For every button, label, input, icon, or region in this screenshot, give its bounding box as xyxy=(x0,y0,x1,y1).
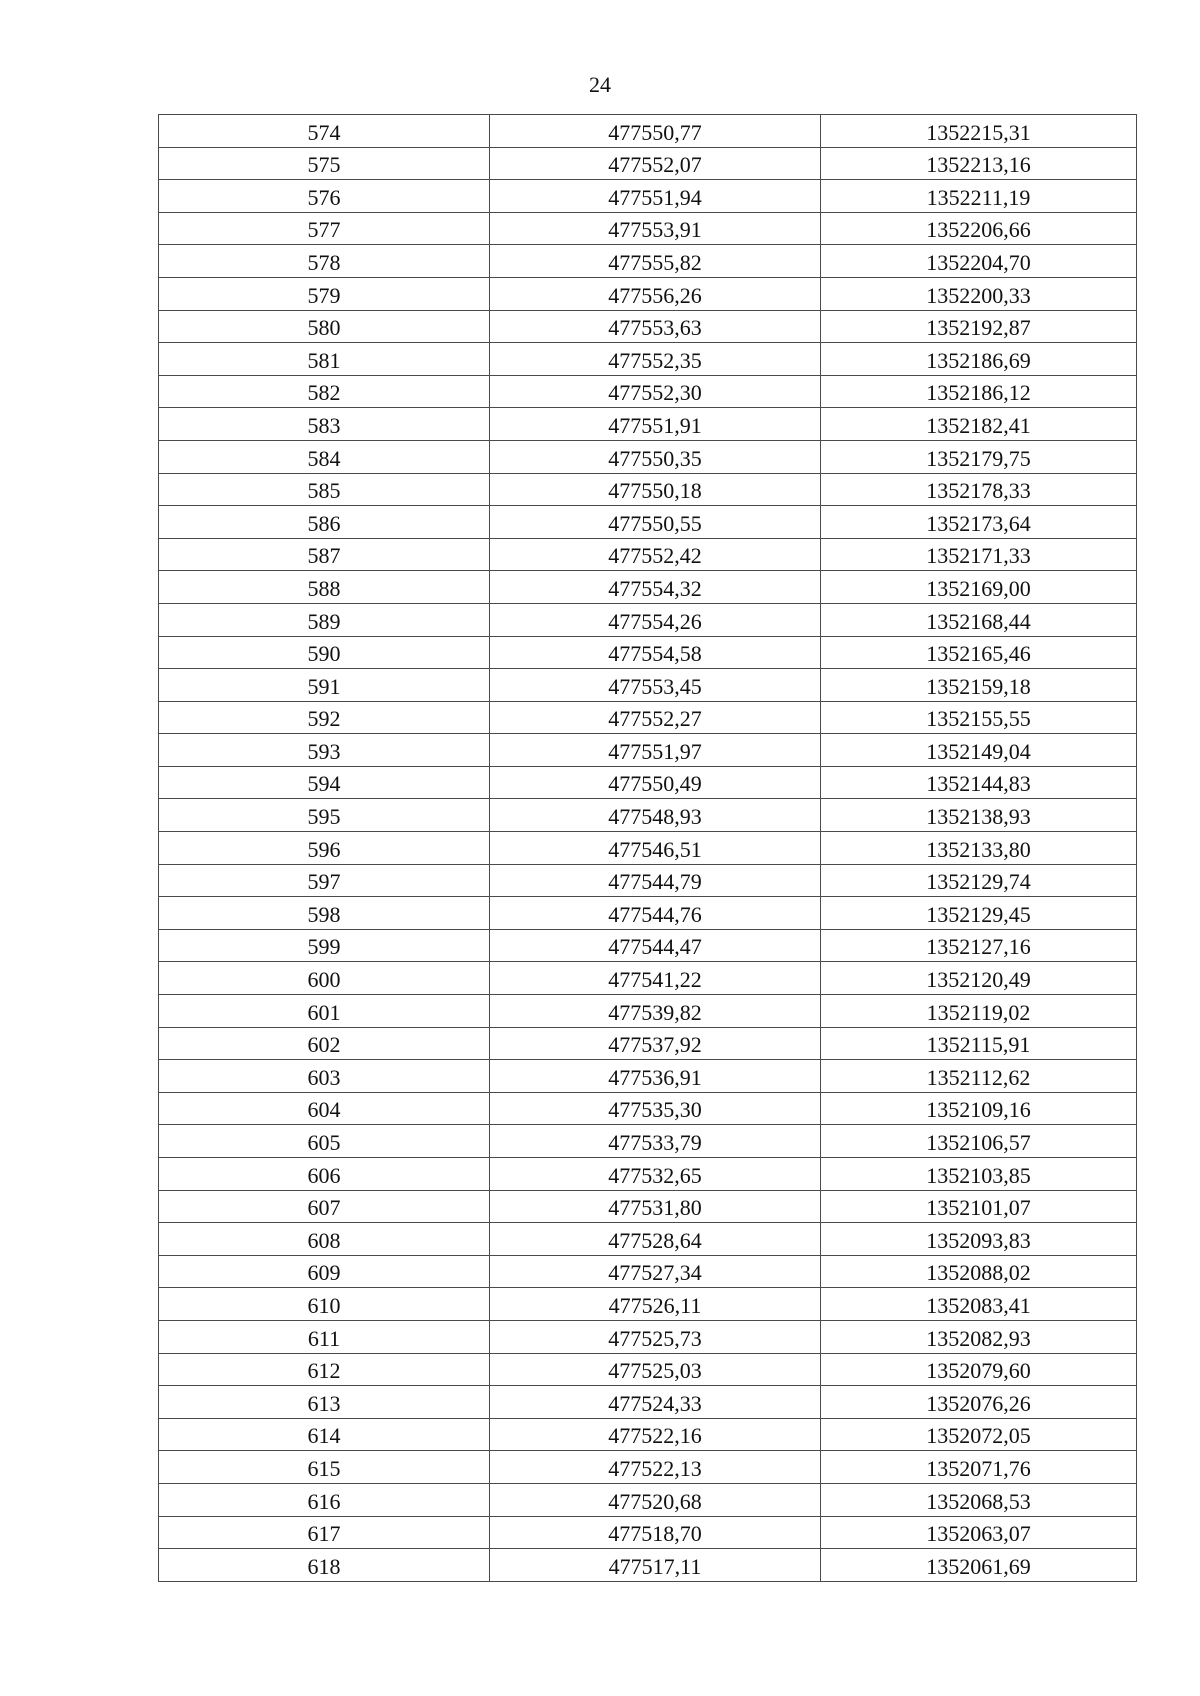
table-row xyxy=(159,669,1137,702)
point-number-cell: 587 xyxy=(159,538,490,571)
x-coordinate-cell: 477550,18 xyxy=(490,473,821,506)
x-coordinate-cell: 477551,91 xyxy=(490,408,821,441)
point-number-cell: 580 xyxy=(159,310,490,343)
y-coordinate-cell: 1352129,74 xyxy=(821,864,1137,897)
y-coordinate-cell: 1352178,33 xyxy=(821,473,1137,506)
x-coordinate-cell: 477526,11 xyxy=(490,1288,821,1321)
point-number-cell: 581 xyxy=(159,343,490,376)
y-coordinate-cell: 1352206,66 xyxy=(821,212,1137,245)
y-coordinate-cell: 1352088,02 xyxy=(821,1255,1137,1288)
point-number-cell: 618 xyxy=(159,1549,490,1582)
x-coordinate-cell: 477551,94 xyxy=(490,180,821,213)
point-number-cell: 591 xyxy=(159,669,490,702)
y-coordinate-cell: 1352112,62 xyxy=(821,1060,1137,1093)
point-number-cell: 617 xyxy=(159,1516,490,1549)
y-coordinate-cell: 1352182,41 xyxy=(821,408,1137,441)
table-row xyxy=(159,995,1137,1028)
y-coordinate-cell: 1352083,41 xyxy=(821,1288,1137,1321)
x-coordinate-cell: 477556,26 xyxy=(490,277,821,310)
table-row xyxy=(159,473,1137,506)
x-coordinate-cell: 477550,55 xyxy=(490,506,821,539)
y-coordinate-cell: 1352179,75 xyxy=(821,440,1137,473)
y-coordinate-cell: 1352173,64 xyxy=(821,506,1137,539)
x-coordinate-cell: 477522,13 xyxy=(490,1451,821,1484)
table-row xyxy=(159,1386,1137,1419)
point-number-cell: 607 xyxy=(159,1190,490,1223)
point-number-cell: 592 xyxy=(159,701,490,734)
table-row xyxy=(159,1353,1137,1386)
table-row xyxy=(159,277,1137,310)
point-number-cell: 601 xyxy=(159,995,490,1028)
point-number-cell: 585 xyxy=(159,473,490,506)
x-coordinate-cell: 477520,68 xyxy=(490,1483,821,1516)
table-row xyxy=(159,310,1137,343)
point-number-cell: 575 xyxy=(159,147,490,180)
x-coordinate-cell: 477533,79 xyxy=(490,1125,821,1158)
point-number-cell: 599 xyxy=(159,929,490,962)
x-coordinate-cell: 477535,30 xyxy=(490,1092,821,1125)
x-coordinate-cell: 477537,92 xyxy=(490,1027,821,1060)
y-coordinate-cell: 1352159,18 xyxy=(821,669,1137,702)
point-number-cell: 590 xyxy=(159,636,490,669)
y-coordinate-cell: 1352186,69 xyxy=(821,343,1137,376)
point-number-cell: 605 xyxy=(159,1125,490,1158)
y-coordinate-cell: 1352115,91 xyxy=(821,1027,1137,1060)
x-coordinate-cell: 477550,49 xyxy=(490,766,821,799)
table-row xyxy=(159,538,1137,571)
point-number-cell: 610 xyxy=(159,1288,490,1321)
table-row xyxy=(159,962,1137,995)
x-coordinate-cell: 477518,70 xyxy=(490,1516,821,1549)
x-coordinate-cell: 477544,47 xyxy=(490,929,821,962)
y-coordinate-cell: 1352204,70 xyxy=(821,245,1137,278)
x-coordinate-cell: 477517,11 xyxy=(490,1549,821,1582)
x-coordinate-cell: 477546,51 xyxy=(490,832,821,865)
table-row xyxy=(159,929,1137,962)
point-number-cell: 604 xyxy=(159,1092,490,1125)
table-row xyxy=(159,180,1137,213)
table-row xyxy=(159,1483,1137,1516)
y-coordinate-cell: 1352106,57 xyxy=(821,1125,1137,1158)
y-coordinate-cell: 1352127,16 xyxy=(821,929,1137,962)
x-coordinate-cell: 477552,07 xyxy=(490,147,821,180)
x-coordinate-cell: 477553,91 xyxy=(490,212,821,245)
y-coordinate-cell: 1352192,87 xyxy=(821,310,1137,343)
y-coordinate-cell: 1352076,26 xyxy=(821,1386,1137,1419)
point-number-cell: 613 xyxy=(159,1386,490,1419)
table-row xyxy=(159,506,1137,539)
y-coordinate-cell: 1352109,16 xyxy=(821,1092,1137,1125)
point-number-cell: 589 xyxy=(159,603,490,636)
table-row xyxy=(159,1288,1137,1321)
table-row xyxy=(159,1060,1137,1093)
x-coordinate-cell: 477548,93 xyxy=(490,799,821,832)
x-coordinate-cell: 477550,77 xyxy=(490,115,821,148)
table-row xyxy=(159,1255,1137,1288)
point-number-cell: 603 xyxy=(159,1060,490,1093)
y-coordinate-cell: 1352120,49 xyxy=(821,962,1137,995)
x-coordinate-cell: 477536,91 xyxy=(490,1060,821,1093)
y-coordinate-cell: 1352133,80 xyxy=(821,832,1137,865)
point-number-cell: 606 xyxy=(159,1158,490,1191)
table-row xyxy=(159,1190,1137,1223)
point-number-cell: 577 xyxy=(159,212,490,245)
table-row xyxy=(159,147,1137,180)
x-coordinate-cell: 477552,30 xyxy=(490,375,821,408)
y-coordinate-cell: 1352165,46 xyxy=(821,636,1137,669)
table-row xyxy=(159,864,1137,897)
point-number-cell: 582 xyxy=(159,375,490,408)
y-coordinate-cell: 1352072,05 xyxy=(821,1418,1137,1451)
y-coordinate-cell: 1352168,44 xyxy=(821,603,1137,636)
table-row xyxy=(159,212,1137,245)
y-coordinate-cell: 1352093,83 xyxy=(821,1223,1137,1256)
x-coordinate-cell: 477532,65 xyxy=(490,1158,821,1191)
y-coordinate-cell: 1352079,60 xyxy=(821,1353,1137,1386)
table-row xyxy=(159,1320,1137,1353)
point-number-cell: 614 xyxy=(159,1418,490,1451)
x-coordinate-cell: 477525,03 xyxy=(490,1353,821,1386)
x-coordinate-cell: 477554,32 xyxy=(490,571,821,604)
table-row xyxy=(159,766,1137,799)
y-coordinate-cell: 1352155,55 xyxy=(821,701,1137,734)
y-coordinate-cell: 1352068,53 xyxy=(821,1483,1137,1516)
y-coordinate-cell: 1352061,69 xyxy=(821,1549,1137,1582)
point-number-cell: 583 xyxy=(159,408,490,441)
table-row xyxy=(159,440,1137,473)
coordinates-table xyxy=(158,114,1137,1582)
x-coordinate-cell: 477553,45 xyxy=(490,669,821,702)
x-coordinate-cell: 477527,34 xyxy=(490,1255,821,1288)
x-coordinate-cell: 477554,58 xyxy=(490,636,821,669)
x-coordinate-cell: 477531,80 xyxy=(490,1190,821,1223)
table-row xyxy=(159,897,1137,930)
point-number-cell: 588 xyxy=(159,571,490,604)
point-number-cell: 584 xyxy=(159,440,490,473)
point-number-cell: 597 xyxy=(159,864,490,897)
table-row xyxy=(159,1092,1137,1125)
x-coordinate-cell: 477553,63 xyxy=(490,310,821,343)
point-number-cell: 593 xyxy=(159,734,490,767)
y-coordinate-cell: 1352211,19 xyxy=(821,180,1137,213)
table-row xyxy=(159,375,1137,408)
x-coordinate-cell: 477552,27 xyxy=(490,701,821,734)
point-number-cell: 578 xyxy=(159,245,490,278)
x-coordinate-cell: 477525,73 xyxy=(490,1320,821,1353)
point-number-cell: 574 xyxy=(159,115,490,148)
table-row xyxy=(159,1158,1137,1191)
table-row xyxy=(159,799,1137,832)
y-coordinate-cell: 1352119,02 xyxy=(821,995,1137,1028)
x-coordinate-cell: 477539,82 xyxy=(490,995,821,1028)
x-coordinate-cell: 477544,79 xyxy=(490,864,821,897)
coordinates-table-body xyxy=(159,115,1137,1582)
point-number-cell: 579 xyxy=(159,277,490,310)
y-coordinate-cell: 1352200,33 xyxy=(821,277,1137,310)
x-coordinate-cell: 477541,22 xyxy=(490,962,821,995)
y-coordinate-cell: 1352071,76 xyxy=(821,1451,1137,1484)
y-coordinate-cell: 1352149,04 xyxy=(821,734,1137,767)
x-coordinate-cell: 477555,82 xyxy=(490,245,821,278)
y-coordinate-cell: 1352144,83 xyxy=(821,766,1137,799)
y-coordinate-cell: 1352101,07 xyxy=(821,1190,1137,1223)
x-coordinate-cell: 477522,16 xyxy=(490,1418,821,1451)
table-row xyxy=(159,603,1137,636)
point-number-cell: 596 xyxy=(159,832,490,865)
point-number-cell: 598 xyxy=(159,897,490,930)
y-coordinate-cell: 1352063,07 xyxy=(821,1516,1137,1549)
x-coordinate-cell: 477544,76 xyxy=(490,897,821,930)
y-coordinate-cell: 1352213,16 xyxy=(821,147,1137,180)
table-row xyxy=(159,734,1137,767)
point-number-cell: 594 xyxy=(159,766,490,799)
point-number-cell: 616 xyxy=(159,1483,490,1516)
point-number-cell: 576 xyxy=(159,180,490,213)
point-number-cell: 602 xyxy=(159,1027,490,1060)
y-coordinate-cell: 1352103,85 xyxy=(821,1158,1137,1191)
table-row xyxy=(159,1516,1137,1549)
y-coordinate-cell: 1352171,33 xyxy=(821,538,1137,571)
point-number-cell: 609 xyxy=(159,1255,490,1288)
point-number-cell: 612 xyxy=(159,1353,490,1386)
table-row xyxy=(159,1418,1137,1451)
x-coordinate-cell: 477552,35 xyxy=(490,343,821,376)
y-coordinate-cell: 1352129,45 xyxy=(821,897,1137,930)
x-coordinate-cell: 477552,42 xyxy=(490,538,821,571)
x-coordinate-cell: 477524,33 xyxy=(490,1386,821,1419)
y-coordinate-cell: 1352082,93 xyxy=(821,1320,1137,1353)
y-coordinate-cell: 1352169,00 xyxy=(821,571,1137,604)
point-number-cell: 615 xyxy=(159,1451,490,1484)
table-row xyxy=(159,832,1137,865)
point-number-cell: 611 xyxy=(159,1320,490,1353)
x-coordinate-cell: 477554,26 xyxy=(490,603,821,636)
table-row xyxy=(159,245,1137,278)
table-row xyxy=(159,636,1137,669)
y-coordinate-cell: 1352138,93 xyxy=(821,799,1137,832)
x-coordinate-cell: 477551,97 xyxy=(490,734,821,767)
y-coordinate-cell: 1352186,12 xyxy=(821,375,1137,408)
x-coordinate-cell: 477528,64 xyxy=(490,1223,821,1256)
point-number-cell: 586 xyxy=(159,506,490,539)
table-row xyxy=(159,115,1137,148)
table-row xyxy=(159,1451,1137,1484)
table-row xyxy=(159,1549,1137,1582)
page-number: 24 xyxy=(589,72,611,97)
table-row xyxy=(159,1125,1137,1158)
table-row xyxy=(159,571,1137,604)
table-row xyxy=(159,1223,1137,1256)
table-row xyxy=(159,343,1137,376)
y-coordinate-cell: 1352215,31 xyxy=(821,115,1137,148)
point-number-cell: 608 xyxy=(159,1223,490,1256)
x-coordinate-cell: 477550,35 xyxy=(490,440,821,473)
table-row xyxy=(159,408,1137,441)
table-row xyxy=(159,1027,1137,1060)
point-number-cell: 600 xyxy=(159,962,490,995)
point-number-cell: 595 xyxy=(159,799,490,832)
table-row xyxy=(159,701,1137,734)
